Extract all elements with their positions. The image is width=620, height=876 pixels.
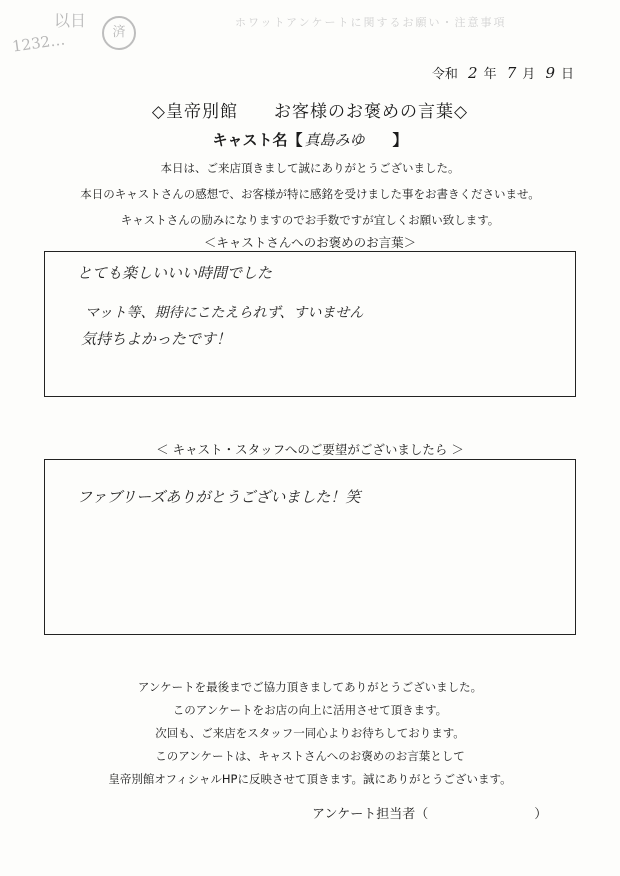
closing-line: アンケートを最後までご協力頂きましてありがとうございました。 bbox=[137, 680, 483, 694]
cast-label: キャスト名【 bbox=[212, 131, 303, 149]
request-heading: ＜ キャスト・スタッフへのご要望がございましたら ＞ bbox=[156, 442, 464, 457]
intro-line: 本日は、ご来店頂きまして誠にありがとうございました。 bbox=[160, 161, 460, 175]
closing-line: このアンケートは、キャストさんへのお褒めのお言葉として bbox=[155, 749, 465, 763]
bleed-through-header: ホワットアンケートに関するお願い・注意事項 bbox=[235, 16, 507, 29]
staff-close: ） bbox=[534, 807, 548, 822]
date-era: 令和 bbox=[431, 67, 458, 82]
request-box bbox=[44, 459, 576, 635]
cast-name-handwritten: 真島みゆ bbox=[304, 131, 365, 149]
office-stamp bbox=[10, 8, 135, 66]
closing-text bbox=[0, 676, 620, 791]
date-month-unit: 月 bbox=[522, 67, 536, 82]
handwritten-line: ファブリーズありがとうございました！笑 bbox=[77, 488, 361, 506]
stamp-text-1: 以日 bbox=[54, 11, 87, 30]
stamp-text-2: 1232… bbox=[11, 30, 67, 56]
handwritten-line: 気持ちよかったです！ bbox=[81, 330, 232, 348]
stamp-circle: 済 bbox=[102, 16, 136, 50]
page-title: ◇皇帝別館 お客様のお褒めの言葉◇ bbox=[151, 102, 469, 122]
date-month: 7 bbox=[506, 64, 517, 82]
compliment-heading: ＜キャストさんへのお褒めのお言葉＞ bbox=[203, 235, 417, 250]
cast-close: 】 bbox=[392, 131, 408, 149]
closing-line: 皇帝別館オフィシャルHPに反映させて頂きます。誠にありがとうございます。 bbox=[108, 772, 512, 786]
date-year: 2 bbox=[468, 64, 478, 82]
compliment-box bbox=[44, 251, 576, 397]
staff-label: アンケート担当者（ bbox=[312, 807, 429, 822]
intro-line: 本日のキャストさんの感想で、お客様が特に感銘を受けました事をお書きくださいませ。 bbox=[80, 187, 540, 201]
closing-line: このアンケートをお店の向上に活用させて頂きます。 bbox=[172, 703, 448, 717]
handwritten-line: とても楽しいいい時間でした bbox=[77, 264, 273, 282]
date-year-unit: 年 bbox=[483, 67, 497, 82]
cast-name-line bbox=[0, 129, 620, 150]
intro-text bbox=[0, 155, 620, 233]
date-day-unit: 日 bbox=[560, 67, 574, 82]
handwritten-line: マット等、期待にこたえられず、すいません bbox=[85, 305, 364, 321]
date-line bbox=[432, 63, 574, 82]
staff-line bbox=[312, 803, 547, 822]
date-day: 9 bbox=[545, 64, 555, 82]
intro-line: キャストさんの励みになりますのでお手数ですが宜しくお願い致します。 bbox=[120, 213, 500, 227]
closing-line: 次回も、ご来店をスタッフ一同心よりお待ちしております。 bbox=[155, 726, 465, 740]
